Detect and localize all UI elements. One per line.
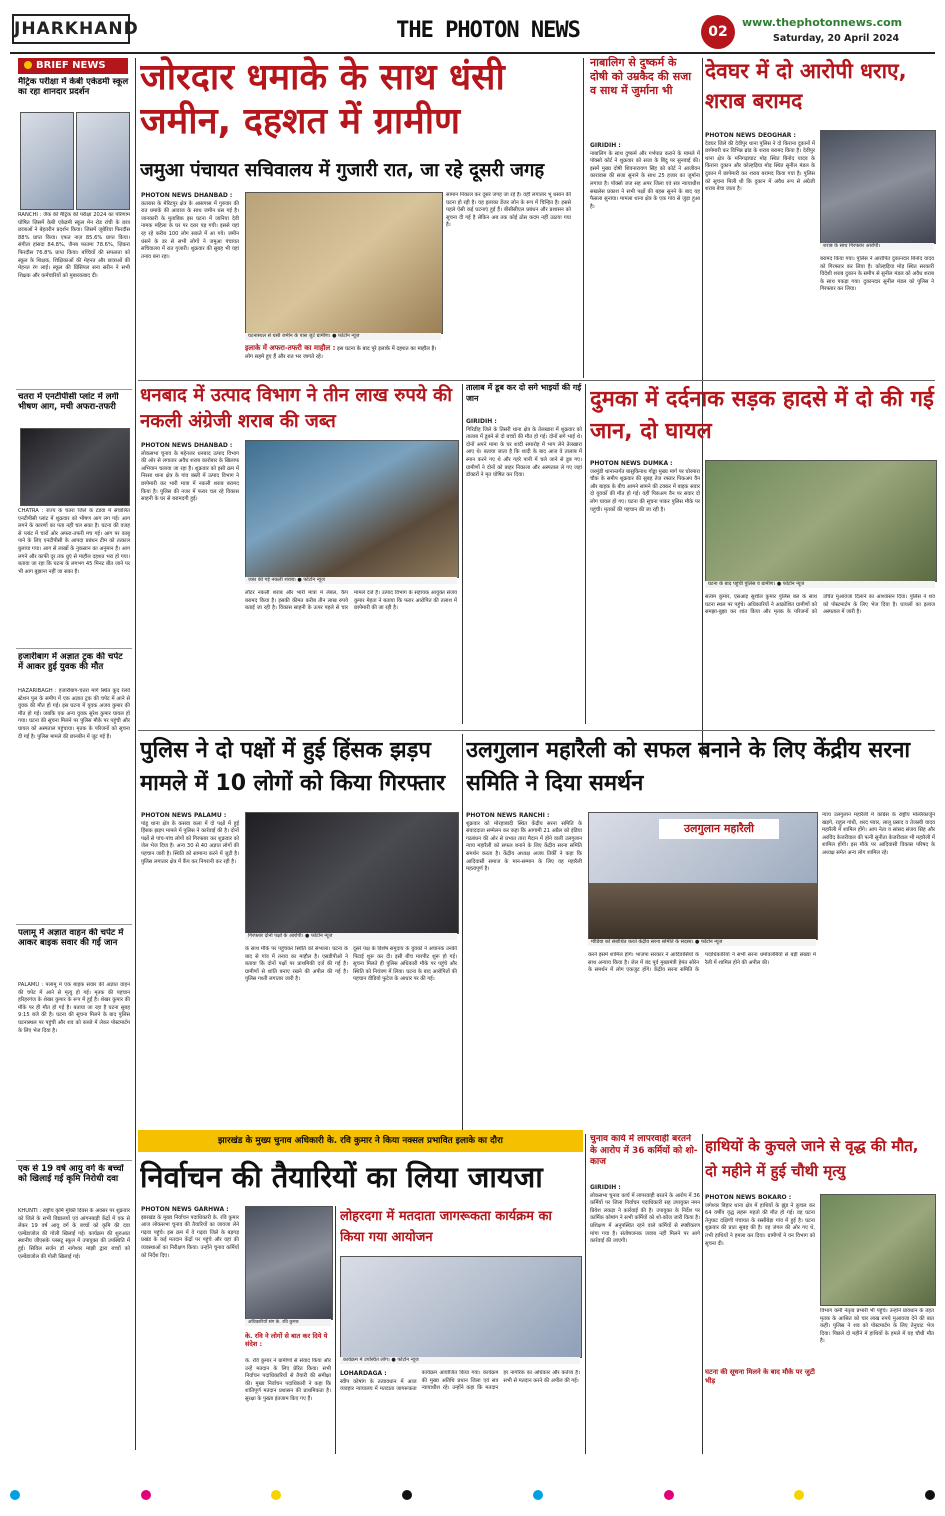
election-col1 xyxy=(141,1206,239,1454)
brief-5-body: KHUNTI : राष्ट्रीय कृमि मुक्ति दिवस के अवसर पर शुक्रवार को जिले के सभी विद्यालयों एवं आंगनबाड़ी केंद्रों में एक से लेकर 19 वर्ष आयु वर्ग के बच्चों को कृमि की दवा एल्बेंडाजोल की गोली खिलाई गई। कार्यक्रम की शुरुआत स्थानीय जीएसके प्लसटू स्कूल में उपायुक्त की उपस्थिति में हुई। सिविल सर्जन डॉ नागेश्वर मांझी द्वारा बच्चों को एल्बेंडाजोल की गोली खिलाई गई। xyxy=(18,1208,130,1260)
lohardaga-headline: लोहरदगा में मतदाता जागरूकता कार्यक्रम का किया गया आयोजन xyxy=(340,1209,552,1245)
brief-1-photo-right xyxy=(76,112,130,210)
brief-1-photo-left xyxy=(20,112,74,210)
brief-2-photo xyxy=(20,428,130,506)
election-kicker: झारखंड के मुख्य चुनाव अधिकारी के. रवि कुमार ने किया नक्सल प्रभावित इलाके का दौरा xyxy=(138,1130,583,1152)
ulgulan-byline: PHOTON NEWS RANCHI : xyxy=(466,812,550,819)
lead-col1 xyxy=(141,192,239,368)
brief-3-body: HAZARIBAGH : हजारीबाग-चतरा मार्ग स्थित कूद रेलवे स्टेशन पुल के समीप में एक अज्ञात ट्रक की चपेट में आने से युवक की मौत हो गई। इस घटना में युवक अजय कुमार की मौत हो गई। जबकि एक अन्य युवक सुरेश कुमार घायल हो गया। घटना की सूचना मिलने पर पुलिस मौके पर पहुंची और घायल को अस्पताल पहुंचाया। मृतक के परिजनों को सूचना दी गई है। पुलिस मामले की छानबीन में जुट गई है। xyxy=(18,688,130,740)
issue-date: Saturday, 20 April 2024 xyxy=(773,33,900,44)
liquor-col1-text: लोकसभा चुनाव के मद्देनजर धनबाद उत्पाद विभाग की ओर से लगातार अवैध शराब कारोबार के खिलाफ अभियान चलाया जा रहा है। शुक्रवार को इसी क्रम में निरसा थाना क्षेत्र के गांव बस्ती में उत्पाद विभाग ने छापेमारी कर भारी मात्रा में नकली शराब बरामद किया है। पुलिस की नजर में फरार चल रहे विकास साहनी के घर से बरामदगी हुई। xyxy=(141,450,239,503)
ulgulan-banner: उलगुलान महारैली xyxy=(659,819,779,839)
pond-body xyxy=(466,418,582,724)
column-rule xyxy=(585,1134,586,1454)
brief-news-label xyxy=(18,58,128,74)
elephant-byline: PHOTON NEWS BOKARO : xyxy=(705,1194,792,1201)
lead-headline: जोरदार धमाके के साथ धंसी जमीन, दहशत में ग्रामीण xyxy=(140,57,505,142)
lohardaga-photo xyxy=(340,1256,582,1358)
brief-divider xyxy=(16,389,132,390)
elephant-headline: हाथियों के कुचले जाने से वृद्ध की मौत, दो महीने में हुई चौथी मृत्यु xyxy=(705,1137,919,1180)
minor-body-text: नाबालिग के साथ दुष्कर्म और गर्भपात कराने के मामले में पॉक्सो कोर्ट ने शुक्रवार को सजा के बिंदु पर सुनवाई की। इसमें मुख्य दोषी शिवनारायण सिंह को कोर्ट ने आजीवन कारावास की सजा सुनाने के साथ 25 हजार का जुर्माना लगाया है। पॉक्सो जज सह अपर जिला एवं सत्र न्यायाधीश सखलेस प्रकाश ने सभी पक्षों की बहस सुनने के बाद यह फैसला सुनाया। मामला थाना क्षेत्र के एक गांव से जुड़ा हुआ है। xyxy=(590,150,700,210)
masthead-rule xyxy=(10,52,935,54)
election-byline: PHOTON NEWS GARHWA : xyxy=(141,1206,229,1213)
pond-headline: तालाब में डूब कर दो सगे भाइयों की गई जान xyxy=(466,383,582,403)
elephant-body-text: जगेश्वर बिहार थाना क्षेत्र में हाथियों के झुंड ने कुचल कर 64 वर्षीय वृद्ध लहरू महतो की मौत हो गई। वह घटना तेनुघाट दक्षिणी पंचायत के रस्सीबेड़ा गांव में हुई है। घटना शुक्रवार की प्रातः सुबह की है। वह जंगल की ओर गए थे, तभी हाथियों ने हमला कर दिया। ग्रामीणों ने वन विभाग को सूचना दी। xyxy=(705,1202,815,1247)
section-label: JHARKHAND xyxy=(12,14,130,44)
election-headline: निर्वाचन की तैयारियों का लिया जायजा xyxy=(140,1160,543,1194)
liquor-headline: धनबाद में उत्पाद विभाग ने तीन लाख रुपये की नकली अंग्रेजी शराब की जब्त xyxy=(140,385,453,432)
elephant-photo xyxy=(820,1194,936,1306)
ulgulan-col3: न्याय उलगुलान महारैली में कांग्रेस के राष्ट्रीय मल्लिकार्जुन खड़गे, राहुल गांधी, शरद पवार, लालू प्रसाद व तेजस्वी यादव महारैली में शामिल होंगे। आप नेता व सांसद संजय सिंह और अरविंद केजरीवाल की पत्नी सुनीता केजरीवाल भी महारैली में शामिल होंगी। इस मौके पर आदिवासी विकास परिषद के अध्यक्ष समेत अन्य लोग शामिल रहे। xyxy=(822,812,935,856)
deoghar-headline: देवघर में दो आरोपी धराए, शराब बरामद xyxy=(705,59,907,113)
lead-col2: सामान निकाल कर दूसरे जगह जा रहे हैं। वहीं लगातार भू धसान की घटना हो रही है। यह इलाका डेंजर जोन के रूप में चिन्हित है। इससे पहले ऐसी कई घटनाएं हुई हैं। बीसीसीएल प्रबंधन और प्रशासन को सूचना दी गई है लेकिन अब तक कोई ठोस कदम नहीं उठाया गया है। xyxy=(446,192,571,229)
deoghar-photo-caption: शराब के साथ गिरफ्तार आरोपी। xyxy=(820,243,934,250)
liquor-photo-caption: जब्त की गई नकली शराब। ● फोटोन न्यूज xyxy=(245,577,457,584)
dumka-byline: PHOTON NEWS DUMKA : xyxy=(590,460,673,467)
brief-1-body: RANCHI : जैक की मैट्रिक की परीक्षा 2024 का परिणाम घोषित जिसमें केबी एकेडमी स्कूल मेन रोड रांची के छात्र छात्राओं ने बेहतरीन प्रदर्शन किया। जिसमें जूबेरिया फिरदौस 88% प्राप्त किया। एफत नाज़ 85.6% प्राप्त किया। संगीता हांसदा 84.8%, जैनब फातमा 78.6%, ज़िकरा फिरदौस 76.8% प्राप्त किया। बच्चियों की सफलता को स्कूल के शिक्षक, शिक्षिकाओं की मेहनत और छात्राओं की मेहनत रंग लाई। स्कूल की प्रिंसिपल सना सरीन ने सभी शिक्षक और कर्मचारियों को मुबारकबाद दी। xyxy=(18,212,130,279)
ulgulan-col1-text: शुक्रवार को मोरहाबादी स्थित केंद्रीय सरना समिति के संवाददाता सम्मेलन कर कहा कि आगामी 21 अप्रैल को इंडिया गठबंधन की ओर से प्रभात तारा मैदान में होने वाली उलगुलान न्याय महारैली को सफल बनाने के लिए केंद्रीय सरना समिति समर्थन करता है। केंद्रीय अध्यक्ष अजय तिर्की ने कहा कि आदिवासी समाज के मान-सम्मान के लिए यह महारैली महत्वपूर्ण है। xyxy=(466,820,582,873)
brief-divider xyxy=(16,1160,132,1161)
lead-subhead: जमुआ पंचायत सचिवालय में गुजारी रात, जा रहे दूसरी जगह xyxy=(140,160,545,181)
print-registration-bar xyxy=(10,1490,935,1500)
dumka-photo xyxy=(705,460,937,582)
election-subhead: के. रवि ने लोगों से बात कर दिये ये संदेश : xyxy=(245,1332,328,1348)
lead-photo-caption: घटनास्थल से धंसी जमीन के पास जुटे ग्रामीण। ● फोटोन न्यूज xyxy=(245,333,441,340)
ulgulan-press-table xyxy=(589,883,817,939)
brief-divider xyxy=(16,648,132,649)
pond-byline: GIRIDIH : xyxy=(466,418,497,425)
lohardaga-body-text: स्वीप कोषांग के तत्वावधान में आज व्यवहार न्यायालय में मतदाता जागरूकता कार्यक्रम आयोजित किया गया। कार्यक्रम की मुख्य अतिथि प्रधान जिला एवं सत्र न्यायाधीश रहे। उन्होंने कहा कि मतदान हर नागरिक का अधिकार और कर्तव्य है। सभी से मतदान करने की अपील की गई। xyxy=(340,1370,580,1393)
deoghar-photo xyxy=(820,130,936,244)
color-swatch-yellow xyxy=(794,1490,804,1500)
staff-byline: GIRIDIH : xyxy=(590,1184,621,1191)
column-rule xyxy=(135,58,136,1450)
column-rule xyxy=(583,58,584,378)
deoghar-body-text: देवघर जिले की देवीपुर थाना पुलिस ने दो किराना दुकानों में छापेमारी कर विभिन्न ब्रांड के शराब बरामद किया है। देवीपुर थाना क्षेत्र के मनिगढ़ाघाट मोड़ स्थित बिनोद यादव के किराना दुकान और कोल्हड़िया मोड़ स्थित सुनील मंडल के दुकान में छापेमारी कर शराब बरामद किया गया है। पुलिस को सूचना मिली थी कि दुकान में अवैध रूप से अंग्रेजी शराब बेचा जाता है। xyxy=(705,140,815,193)
color-swatch-yellow xyxy=(271,1490,281,1500)
clash-col1-text: पांडू थाना क्षेत्र के कसवा कला में दो पक्षों में हुई हिंसक झड़प मामले में पुलिस ने कार्रवाई की है। दोनों पक्षों से पांच-पांच लोगों को गिरफ्तार कर शुक्रवार को जेल भेज दिया है। अन्य 30 से 40 अज्ञात लोगों की पहचान जारी है। स्थिति को सामान्य करने में जुटी है। पुलिस लगातार क्षेत्र में कैंप कर निगरानी कर रही है। xyxy=(141,820,239,865)
deoghar-body2: बरामद किया गया। पुलिस ने आरोपित दुकानदार बिनोद यादव को गिरफ्तार कर लिया है। कोल्हड़िया मोड़ स्थित सरकारी विदेशी शराब दुकान के समीप से सुनील मंडल को अवैध शराब के साथ पकड़ा गया। दुकानदार सुनील मंडल को पुलिस ने गिरफ्तार कर लिया। xyxy=(820,256,934,293)
column-rule xyxy=(462,384,463,724)
dumka-photo-caption: घटना के बाद पहुंची पुलिस व ग्रामीण। ● फोटोन न्यूज xyxy=(705,581,935,588)
election-photo xyxy=(245,1206,333,1320)
clash-photo xyxy=(245,812,459,934)
lead-box-title: इलाके में अफरा-तफरी का माहौल : xyxy=(245,344,336,352)
masthead-logo: THE PHOTON NEWS xyxy=(396,18,580,43)
brief-1-title: मैट्रिक परीक्षा में केबी एकेडमी स्कूल का रहा शानदार प्रदर्शन xyxy=(18,77,129,97)
minor-byline: GIRIDIH : xyxy=(590,142,621,149)
dumka-body xyxy=(590,460,700,724)
ulgulan-col2: करने इसमें शामिल होंगे। भाजपा सरकार ने आदिवासियों के साथ अन्याय किया है। जेल में बंद पूर्व मुख्यमंत्री हेमंत सोरेन के समर्थन में लोग एकजुट होंगे। केंद्रीय सरना समिति के पदाधिकारियों ने सभी सरना धर्मावलंबियों से बड़ी संख्या में रैली में शामिल होने की अपील की। xyxy=(588,952,816,974)
lohardaga-photo-caption: कार्यक्रम में उपस्थित लोग। ● फोटोन न्यूज xyxy=(340,1357,580,1364)
ulgulan-headline: उलगुलान महारैली को सफल बनाने के लिए केंद्रीय सरना समिति ने दिया समर्थन xyxy=(466,738,911,796)
clash-photo-caption: गिरफ्तार दोनों पक्षों के आरोपी। ● फोटोन न्यूज xyxy=(245,933,457,940)
color-swatch-magenta xyxy=(664,1490,674,1500)
minor-body xyxy=(590,142,700,380)
dumka-headline: दुमका में दर्दनाक सड़क हादसे में दो की गई जान, दो घायल xyxy=(590,387,934,444)
minor-headline: नाबालिग से दुष्कर्म के दोषी को उम्रकैद की सजा व साथ में जुर्माना भी xyxy=(590,56,692,97)
website[interactable]: www.thephotonnews.com xyxy=(742,16,903,29)
brief-4-body: PALAMU : पलामू में एक बाइक सवार की अज्ञात वाहन की चपेट में आने से मृत्यु हो गई। मृतक की पहचान हरिहरगंज के शेखर कुमार के रूप में हुई है। शेखर कुमार की मौके पर ही मौत हो गई है। बताया जा रहा है घटना सुबह 9:15 बजे की है। घटना की सूचना मिलने के बाद पुलिस घटनास्थल पर पहुंची और शव को कब्जे में लेकर पोस्टमार्टम के लिए भेज दिया है। xyxy=(18,982,130,1034)
lead-box xyxy=(245,345,441,373)
election-col2: के. रवि कुमार ने ग्रामीणों से संवाद किया और उन्हें मतदान के लिए प्रेरित किया। सभी निर्वाचन पदाधिकारियों से तैयारी की समीक्षा की। मुख्य निर्वाचन पदाधिकारी ने कहा कि शांतिपूर्ण मतदान प्रशासन की प्राथमिकता है। सुरक्षा के पुख्ता इंतजाम किए गए हैं। xyxy=(245,1358,331,1402)
brief-2-title: चतरा में एनटीपीसी प्लांट में लगी भीषण आग, मची अफरा-तफरी xyxy=(18,392,119,412)
dumka-body2: सत्यम कुमार, एसआइ सुशील कुमार पुलिस बल के साथ घटना स्थल पर पहुंचे। अधिकारियों ने आक्रोशित ग्रामीणों को समझा-बुझा कर शांत किया और मृतक के परिजनों को उचित मुआवजा दिलाने का आश्वासन दिया। पुलिस ने शव को पोस्टमार्टम के लिए भेज दिया है। घायलों का इलाज अस्पताल में जारी है। xyxy=(705,594,935,616)
brief-4-title: पलामू में अज्ञात वाहन की चपेट में आकर बाइक सवार की गई जान xyxy=(18,928,124,948)
brief-divider xyxy=(16,924,132,925)
ulgulan-photo-caption: मीडिया को संबोधित करते केंद्रीय सरना समिति के सदस्य। ● फोटोन न्यूज xyxy=(588,939,816,946)
lead-photo xyxy=(245,192,443,334)
liquor-col2: लॉटर नकली शराब और भारी मात्रा में लेबल, कैप बरामद किया है। इसकी कीमत करीब तीन लाख रुपये बताई जा रही है। विकास साहनी के ऊपर पहले से चार मामले दर्ज हैं। उत्पाद विभाग के सहायक आयुक्त संजय कुमार मेहता ने बताया कि फरार आरोपित की तलाश में छापेमारी की जा रही है। xyxy=(245,590,457,612)
color-swatch-cyan xyxy=(10,1490,20,1500)
color-swatch-cyan xyxy=(533,1490,543,1500)
clash-headline: पुलिस ने दो पक्षों में हुई हिंसक झड़प मामले में 10 लोगों को किया गिरफ्तार xyxy=(140,738,446,796)
lohardaga-byline: LOHARDAGA : xyxy=(340,1370,387,1377)
brief-news-icon xyxy=(24,61,32,69)
lohardaga-body xyxy=(340,1370,580,1454)
staff-body xyxy=(590,1184,700,1454)
brief-5-title: एक से 19 वर्ष आयु वर्ग के बच्चों को खिलाई गई कृमि निरोधी दवा xyxy=(18,1164,124,1184)
ulgulan-col1 xyxy=(466,812,582,1130)
liquor-byline: PHOTON NEWS DHANBAD : xyxy=(141,442,233,449)
page-number: 02 xyxy=(701,15,735,49)
elephant-body xyxy=(705,1194,815,1364)
staff-body-text: लोकसभा चुनाव कार्य में लापरवाही बरतने के आरोप में 36 कर्मियों पर जिला निर्वाचन पदाधिकारी सह उपायुक्त नमन प्रियेश लकड़ा ने कार्रवाई की है। उपायुक्त के निर्देश पर कार्मिक कोषांग ने सभी कर्मियों को शो-कॉज जारी किया है। प्रशिक्षण में अनुपस्थित रहने वाले कर्मियों से स्पष्टीकरण मांगा गया है। संतोषजनक जवाब नहीं मिलने पर आगे कार्रवाई की जाएगी। xyxy=(590,1192,700,1245)
election-col1-text: झारखंड के मुख्य निर्वाचन पदाधिकारी के. रवि कुमार आज लोकसभा चुनाव की तैयारियों का जायजा लेने गढ़वा पहुंचे। इस क्रम में वे गढ़वा जिले के बड़गड़ प्रखंड के कई मतदान केंद्रों पर पहुंचे और वहां की व्यवस्थाओं का निरीक्षण किया। उन्होंने चुनाव कर्मियों को निर्देश दिए। xyxy=(141,1214,239,1259)
dumka-body-text: जरमुंडी थानान्तर्गत बासुकिनाथ गोड्डा मुख्य मार्ग पर घोरमारा चौक के समीप शुक्रवार की सुबह तेज रफ्तार पिकअप वैन और बाइक के बीच आमने सामने की टक्कर में बाइक सवार दो युवकों की मौत हो गई। वहीं पिकअप वैन पर सवार दो लोग घायल हो गए। घटना की सूचना पाकर पुलिस मौके पर पहुंची। मृतकों की पहचान की जा रही है। xyxy=(590,468,700,513)
liquor-col1 xyxy=(141,442,239,724)
brief-3-title: हजारीबाग में अज्ञात ट्रक की चपेट में आकर हुई युवक की मौत xyxy=(18,652,123,672)
clash-col3: दूसरे पक्ष के विशेष समुदाय के युवकों ने अचानक उनकी पिटाई शुरू कर दी। इसी बीच मारपीट शुरू हो गई। सूचना मिलते ही पुलिस अधिकारी मौके पर पहुंचे और स्थिति को नियंत्रण में लिया। घटना के बाद आरोपितों की पहचान वीडियो फुटेज के आधार पर की गई। xyxy=(353,946,457,983)
staff-headline: चुनाव कार्य में लापरवाही बरतने के आरोप में 36 कर्मियों को शो-काज xyxy=(590,1134,698,1167)
pond-body-text: गिरिडीह जिले के तिसरी थाना क्षेत्र के तेलखारा में शुक्रवार को तालाब में डूबने से दो बच्चों की मौत हो गई। दोनों सगे भाई थे। दोनों अपने मामा के घर शादी समारोह में भाग लेने तेलखारा आए थे। बताया जाता है कि शादी के बाद आज वे तालाब में स्नान करने गए थे और गहरे पानी में चले जाने से डूब गए। ग्रामीणों ने दोनों को बाहर निकाला और अस्पताल ले गए जहां डॉक्टरों ने मृत घोषित कर दिया। xyxy=(466,426,582,479)
clash-col2: के साथ मौके पर पहुंचकर स्थिति को संभाला। घटना के बाद से गांव में तनाव का माहौल है। एसडीपीओ ने बताया कि दोनों पक्षों पर प्राथमिकी दर्ज की गई है। ग्रामीणों से शांति बनाए रखने की अपील की गई है। पुलिस गश्ती लगातार जारी है। xyxy=(245,946,348,983)
color-swatch-black xyxy=(925,1490,935,1500)
deoghar-body xyxy=(705,132,815,376)
elephant-body2: विभाग कर्मी नेतृत्व प्रभारी भी पहुंचे। उन्होंने प्रावधान के तहत मृतक के आश्रित को चार लाख रुपये मुआवजा देने की बात कही। पुलिस ने शव को पोस्टमार्टम के लिए तेनुघाट भेज दिया। पिछले दो महीने में हाथियों के हमले में यह चौथी मौत है। xyxy=(820,1308,934,1345)
column-rule xyxy=(702,1134,703,1454)
color-swatch-magenta xyxy=(141,1490,151,1500)
lead-box-text: इस घटना के बाद पूरे इलाके में दहशत का माहौल है। लोग सहमे हुए हैं और रात भर जागते रहे। xyxy=(245,346,437,360)
liquor-photo xyxy=(245,440,459,578)
election-photo-caption: अधिकारियों संग के. रवि कुमार xyxy=(245,1319,331,1326)
deoghar-byline: PHOTON NEWS DEOGHAR : xyxy=(705,132,796,139)
column-rule xyxy=(335,1206,336,1454)
color-swatch-black xyxy=(402,1490,412,1500)
lead-col1-text: कतरास के मेरिटपुर क्षेत्र के आसपास में गुरुवार की रात धमाके की आवाज के साथ जमीन धंस गई है। जानकारी के मुताबिक इस घटना में जानिया देवी नामक महिला के घर पर दरार पड़ गयी। इससे यहां रह रहे करीब 100 लोग सकते में आ गये। जमीन धंसने के डर से सभी लोगों ने जमुआ पंचायत सचिवालय में रात गुजारी। शुक्रवार की सुबह भी यहां तनाव बना रहा। xyxy=(141,200,239,260)
section-rule xyxy=(138,380,935,381)
column-rule xyxy=(585,384,586,724)
elephant-subhead: घटना की सूचना मिलने के बाद मौके पर जुटी भीड़ xyxy=(705,1368,815,1385)
brief-news-text: BRIEF NEWS xyxy=(36,60,106,71)
lead-byline: PHOTON NEWS DHANBAD : xyxy=(141,192,233,199)
brief-2-body: CHATRA : राज्य के चतरा जिले के टंडवा में संचालित एनटीपीसी प्लांट में शुक्रवार को भीषण आग लग गई। आग लगने के कारणों का पता नहीं चल सका है। घटना की वजह से प्लांट में चारों ओर अफरा-तफरी मच गई। आग पर काबू पाने के लिए एनटीपीसी के आपदा प्रबंधन टीम को तत्काल बुलाया गया। आग से लाखों के नुकसान का अनुमान है। आग लगने और काफी दूर तक धुएं से माहौल दहशत भरा हो गया। बताया जा रहा कि घटना के लगभग 45 मिनट बीत जाने पर भी आग बुझाना नहीं जा सका है। xyxy=(18,508,130,575)
section-rule xyxy=(138,730,935,731)
column-rule xyxy=(462,734,463,1134)
ulgulan-photo xyxy=(588,812,818,940)
clash-byline: PHOTON NEWS PALAMU : xyxy=(141,812,227,819)
